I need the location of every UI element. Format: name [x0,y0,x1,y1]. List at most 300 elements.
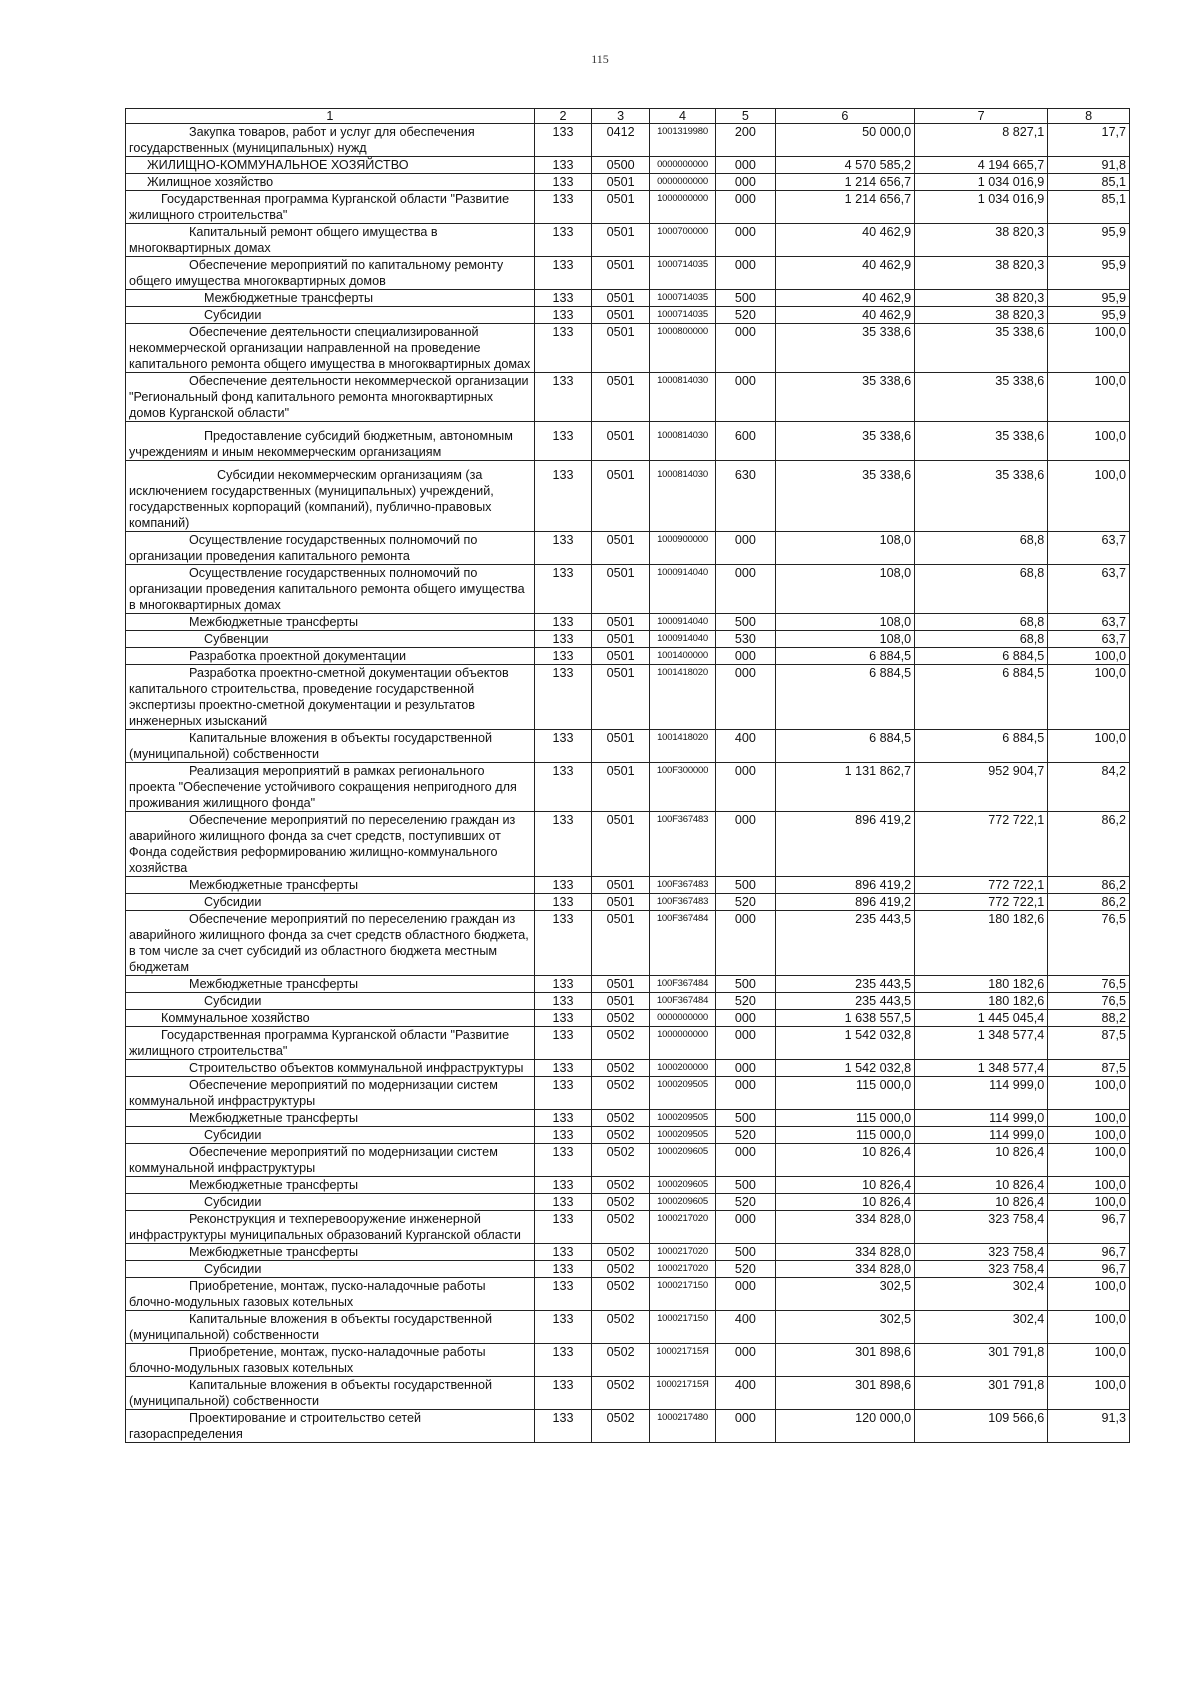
item-name: Межбюджетные трансферты [189,977,359,991]
item-name: Обеспечение деятельности специализированной некоммерческой организации направленной на проведение капитального ремонта общего имущества в многоквартирных домах [129,325,531,371]
table-row [126,877,1130,894]
table-row [126,565,1130,614]
item-name-cell [126,324,535,373]
planned-amount-cell: 40 462,9 [775,224,914,257]
table-row [126,1177,1130,1194]
expense-type-cell: 000 [716,532,776,565]
item-name-cell [126,1144,535,1177]
table-row [126,648,1130,665]
item-name-cell [126,532,535,565]
executed-amount-cell: 35 338,6 [915,373,1048,422]
expense-type-cell: 400 [716,1377,776,1410]
item-name-cell [126,812,535,877]
section-code-cell: 0412 [592,124,650,157]
item-name: Межбюджетные трансферты [189,1245,359,1259]
expense-type-cell: 000 [716,812,776,877]
page-number: 115 [591,52,609,66]
ministry-code-cell: 133 [534,763,592,812]
item-name-cell [126,648,535,665]
table-row [126,174,1130,191]
section-code-cell: 0500 [592,157,650,174]
target-article-cell: 100F367483 [650,877,716,894]
item-name: Обеспечение мероприятий по капитальному ремонту общего имущества многоквартирных домов [129,258,504,288]
ministry-code-cell: 133 [534,1194,592,1211]
table-row [126,1344,1130,1377]
item-name-cell [126,894,535,911]
item-name-cell [126,763,535,812]
item-name: Осуществление государственных полномочий по организации проведения капитального ремонта [129,533,478,563]
ministry-code-cell: 133 [534,1077,592,1110]
target-article-cell: 1000814030 [650,373,716,422]
execution-percent-cell: 86,2 [1048,894,1130,911]
target-article-cell: 1000914040 [650,631,716,648]
ministry-code-cell: 133 [534,224,592,257]
table-row [126,665,1130,730]
expense-type-cell: 520 [716,894,776,911]
item-name-cell [126,1177,535,1194]
expense-type-cell: 000 [716,157,776,174]
target-article-cell: 1001400000 [650,648,716,665]
executed-amount-cell: 323 758,4 [915,1261,1048,1278]
table-row [126,1027,1130,1060]
item-name-cell [126,1194,535,1211]
ministry-code-cell: 133 [534,976,592,993]
planned-amount-cell: 1 542 032,8 [775,1027,914,1060]
item-name-cell [126,290,535,307]
ministry-code-cell: 133 [534,124,592,157]
planned-amount-cell: 108,0 [775,631,914,648]
item-name: Обеспечение мероприятий по модернизации систем коммунальной инфраструктуры [129,1078,498,1108]
planned-amount-cell: 6 884,5 [775,665,914,730]
table-row [126,1060,1130,1077]
item-name-cell [126,1261,535,1278]
expense-type-cell: 520 [716,1261,776,1278]
item-name-cell [126,1127,535,1144]
target-article-cell: 1000814030 [650,422,716,461]
ministry-code-cell: 133 [534,1127,592,1144]
executed-amount-cell: 180 182,6 [915,993,1048,1010]
target-article-cell: 0000000000 [650,1010,716,1027]
section-code-cell: 0502 [592,1278,650,1311]
item-name-cell [126,191,535,224]
expense-type-cell: 000 [716,911,776,976]
ministry-code-cell: 133 [534,1244,592,1261]
executed-amount-cell: 109 566,6 [915,1410,1048,1443]
item-name: Межбюджетные трансферты [204,291,374,305]
executed-amount-cell: 10 826,4 [915,1144,1048,1177]
item-name-cell [126,224,535,257]
item-name-cell [126,1244,535,1261]
table-row [126,1410,1130,1443]
executed-amount-cell: 35 338,6 [915,324,1048,373]
planned-amount-cell: 301 898,6 [775,1344,914,1377]
item-name-cell [126,422,535,461]
execution-percent-cell: 100,0 [1048,1177,1130,1194]
item-name: Государственная программа Курганской области "Развитие жилищного строительства" [129,1028,510,1058]
table-row [126,911,1130,976]
item-name-cell [126,993,535,1010]
item-name: Разработка проектно-сметной документации объектов капитального строительства, проведение государственной экспертизы проектно-сметной документации и результатов инженерных изысканий [129,666,509,728]
executed-amount-cell: 1 348 577,4 [915,1027,1048,1060]
table-row [126,224,1130,257]
table-row [126,1110,1130,1127]
table-row [126,532,1130,565]
execution-percent-cell: 100,0 [1048,1144,1130,1177]
item-name-cell [126,877,535,894]
item-name: ЖИЛИЩНО-КОММУНАЛЬНОЕ ХОЗЯЙСТВО [147,158,409,172]
executed-amount-cell: 114 999,0 [915,1127,1048,1144]
target-article-cell: 1000714035 [650,290,716,307]
planned-amount-cell: 35 338,6 [775,373,914,422]
ministry-code-cell: 133 [534,665,592,730]
target-article-cell: 100F300000 [650,763,716,812]
execution-percent-cell: 100,0 [1048,648,1130,665]
item-name: Проектирование и строительство сетей газораспределения [129,1411,421,1441]
target-article-cell: 1000217020 [650,1211,716,1244]
executed-amount-cell: 38 820,3 [915,307,1048,324]
ministry-code-cell: 133 [534,1010,592,1027]
target-article-cell: 1000217020 [650,1244,716,1261]
section-code-cell: 0502 [592,1127,650,1144]
ministry-code-cell: 133 [534,422,592,461]
header-cell: 1 [126,109,535,124]
planned-amount-cell: 301 898,6 [775,1377,914,1410]
table-row [126,124,1130,157]
executed-amount-cell: 114 999,0 [915,1110,1048,1127]
table-row [126,1211,1130,1244]
executed-amount-cell: 38 820,3 [915,224,1048,257]
item-name: Приобретение, монтаж, пуско-наладочные работы блочно-модульных газовых котельных [129,1279,486,1309]
expense-type-cell: 000 [716,1211,776,1244]
section-code-cell: 0502 [592,1311,650,1344]
target-article-cell: 1000217480 [650,1410,716,1443]
item-name: Субсидии [204,994,262,1008]
section-code-cell: 0501 [592,763,650,812]
planned-amount-cell: 334 828,0 [775,1211,914,1244]
expense-type-cell: 000 [716,1278,776,1311]
executed-amount-cell: 68,8 [915,631,1048,648]
item-name: Субсидии [204,1195,262,1209]
planned-amount-cell: 235 443,5 [775,993,914,1010]
item-name-cell [126,1278,535,1311]
target-article-cell: 0000000000 [650,174,716,191]
item-name-cell [126,631,535,648]
section-code-cell: 0501 [592,631,650,648]
target-article-cell: 1000209505 [650,1077,716,1110]
item-name: Обеспечение мероприятий по переселению граждан из аварийного жилищного фонда за счет средств областного бюджета, в том числе за счет субсидий из областного бюджета местным бюджетам [129,912,529,974]
header-cell: 6 [775,109,914,124]
ministry-code-cell: 133 [534,1311,592,1344]
target-article-cell: 1001418020 [650,730,716,763]
executed-amount-cell: 1 445 045,4 [915,1010,1048,1027]
item-name-cell [126,124,535,157]
expense-type-cell: 630 [716,461,776,532]
target-article-cell: 1000217020 [650,1261,716,1278]
item-name-cell [126,565,535,614]
section-code-cell: 0502 [592,1244,650,1261]
target-article-cell: 1000900000 [650,532,716,565]
execution-percent-cell: 76,5 [1048,911,1130,976]
executed-amount-cell: 772 722,1 [915,894,1048,911]
target-article-cell: 1001418020 [650,665,716,730]
executed-amount-cell: 952 904,7 [915,763,1048,812]
section-code-cell: 0502 [592,1410,650,1443]
executed-amount-cell: 180 182,6 [915,976,1048,993]
item-name: Жилищное хозяйство [147,175,274,189]
expense-type-cell: 000 [716,1410,776,1443]
section-code-cell: 0502 [592,1110,650,1127]
item-name-cell [126,174,535,191]
item-name: Межбюджетные трансферты [189,615,359,629]
expense-type-cell: 500 [716,290,776,307]
execution-percent-cell: 84,2 [1048,763,1130,812]
planned-amount-cell: 120 000,0 [775,1410,914,1443]
item-name: Капитальные вложения в объекты государственной (муниципальной) собственности [129,1378,492,1408]
section-code-cell: 0501 [592,993,650,1010]
expense-type-cell: 000 [716,1077,776,1110]
section-code-cell: 0502 [592,1344,650,1377]
table-row [126,191,1130,224]
executed-amount-cell: 301 791,8 [915,1377,1048,1410]
planned-amount-cell: 40 462,9 [775,307,914,324]
executed-amount-cell: 772 722,1 [915,812,1048,877]
section-code-cell: 0501 [592,307,650,324]
ministry-code-cell: 133 [534,1110,592,1127]
executed-amount-cell: 1 034 016,9 [915,174,1048,191]
planned-amount-cell: 1 214 656,7 [775,174,914,191]
table-row [126,763,1130,812]
target-article-cell: 100021715Я [650,1344,716,1377]
executed-amount-cell: 302,4 [915,1278,1048,1311]
target-article-cell: 100021715Я [650,1377,716,1410]
target-article-cell: 1000914040 [650,565,716,614]
section-code-cell: 0501 [592,257,650,290]
target-article-cell: 100F367484 [650,976,716,993]
ministry-code-cell: 133 [534,1377,592,1410]
item-name-cell [126,1060,535,1077]
executed-amount-cell: 38 820,3 [915,290,1048,307]
expense-type-cell: 400 [716,1311,776,1344]
table-row [126,812,1130,877]
planned-amount-cell: 302,5 [775,1311,914,1344]
execution-percent-cell: 100,0 [1048,1194,1130,1211]
table-row [126,976,1130,993]
execution-percent-cell: 100,0 [1048,1127,1130,1144]
header-cell: 5 [716,109,776,124]
ministry-code-cell: 133 [534,614,592,631]
item-name-cell [126,157,535,174]
table-row [126,1077,1130,1110]
execution-percent-cell: 63,7 [1048,631,1130,648]
table-row [126,157,1130,174]
planned-amount-cell: 302,5 [775,1278,914,1311]
execution-percent-cell: 100,0 [1048,730,1130,763]
planned-amount-cell: 115 000,0 [775,1077,914,1110]
planned-amount-cell: 35 338,6 [775,324,914,373]
item-name-cell [126,1027,535,1060]
target-article-cell: 0000000000 [650,157,716,174]
target-article-cell: 1000800000 [650,324,716,373]
execution-percent-cell: 76,5 [1048,993,1130,1010]
execution-percent-cell: 100,0 [1048,1278,1130,1311]
execution-percent-cell: 95,9 [1048,307,1130,324]
item-name-cell [126,665,535,730]
ministry-code-cell: 133 [534,373,592,422]
executed-amount-cell: 114 999,0 [915,1077,1048,1110]
item-name: Субвенции [204,632,269,646]
table-row [126,1311,1130,1344]
execution-percent-cell: 91,8 [1048,157,1130,174]
item-name: Капитальный ремонт общего имущества в многоквартирных домах [129,225,438,255]
execution-percent-cell: 100,0 [1048,1311,1130,1344]
item-name: Реконструкция и техперевооружение инженерной инфраструктуры муниципальных образований Курганской области [129,1212,521,1242]
header-cell: 3 [592,109,650,124]
target-article-cell: 1000209505 [650,1127,716,1144]
executed-amount-cell: 4 194 665,7 [915,157,1048,174]
ministry-code-cell: 133 [534,191,592,224]
execution-percent-cell: 91,3 [1048,1410,1130,1443]
ministry-code-cell: 133 [534,1027,592,1060]
target-article-cell: 100F367483 [650,812,716,877]
planned-amount-cell: 896 419,2 [775,877,914,894]
item-name: Межбюджетные трансферты [189,1178,359,1192]
ministry-code-cell: 133 [534,911,592,976]
execution-percent-cell: 85,1 [1048,191,1130,224]
execution-percent-cell: 85,1 [1048,174,1130,191]
expense-type-cell: 500 [716,1110,776,1127]
execution-percent-cell: 76,5 [1048,976,1130,993]
executed-amount-cell: 68,8 [915,532,1048,565]
planned-amount-cell: 334 828,0 [775,1244,914,1261]
expense-type-cell: 520 [716,1127,776,1144]
target-article-cell: 1000714035 [650,257,716,290]
execution-percent-cell: 87,5 [1048,1060,1130,1077]
executed-amount-cell: 10 826,4 [915,1194,1048,1211]
table-row [126,422,1130,461]
section-code-cell: 0502 [592,1144,650,1177]
section-code-cell: 0501 [592,648,650,665]
execution-percent-cell: 88,2 [1048,1010,1130,1027]
ministry-code-cell: 133 [534,1177,592,1194]
section-code-cell: 0501 [592,812,650,877]
ministry-code-cell: 133 [534,290,592,307]
expense-type-cell: 520 [716,307,776,324]
item-name-cell [126,1110,535,1127]
table-row [126,1261,1130,1278]
table-row [126,631,1130,648]
item-name-cell [126,1010,535,1027]
planned-amount-cell: 10 826,4 [775,1194,914,1211]
ministry-code-cell: 133 [534,257,592,290]
expense-type-cell: 000 [716,324,776,373]
planned-amount-cell: 896 419,2 [775,812,914,877]
executed-amount-cell: 6 884,5 [915,665,1048,730]
item-name: Разработка проектной документации [189,649,407,663]
execution-percent-cell: 63,7 [1048,614,1130,631]
section-code-cell: 0501 [592,373,650,422]
item-name-cell [126,1344,535,1377]
section-code-cell: 0502 [592,1010,650,1027]
expense-type-cell: 000 [716,224,776,257]
planned-amount-cell: 334 828,0 [775,1261,914,1278]
execution-percent-cell: 63,7 [1048,565,1130,614]
execution-percent-cell: 95,9 [1048,257,1130,290]
item-name: Государственная программа Курганской области "Развитие жилищного строительства" [129,192,510,222]
section-code-cell: 0502 [592,1077,650,1110]
planned-amount-cell: 896 419,2 [775,894,914,911]
table-row [126,614,1130,631]
item-name-cell [126,373,535,422]
executed-amount-cell: 8 827,1 [915,124,1048,157]
item-name: Строительство объектов коммунальной инфраструктуры [189,1061,524,1075]
item-name: Осуществление государственных полномочий по организации проведения капитального ремонта общего имущества в многоквартирных домах [129,566,525,612]
item-name: Закупка товаров, работ и услуг для обеспечения государственных (муниципальных) нужд [129,125,475,155]
item-name: Межбюджетные трансферты [189,1111,359,1125]
section-code-cell: 0501 [592,877,650,894]
section-code-cell: 0502 [592,1211,650,1244]
executed-amount-cell: 6 884,5 [915,648,1048,665]
ministry-code-cell: 133 [534,1410,592,1443]
item-name-cell [126,1377,535,1410]
execution-percent-cell: 63,7 [1048,532,1130,565]
item-name: Субсидии [204,895,262,909]
ministry-code-cell: 133 [534,993,592,1010]
item-name: Приобретение, монтаж, пуско-наладочные работы блочно-модульных газовых котельных [129,1345,486,1375]
target-article-cell: 1000217150 [650,1311,716,1344]
execution-percent-cell: 96,7 [1048,1244,1130,1261]
section-code-cell: 0501 [592,224,650,257]
ministry-code-cell: 133 [534,1144,592,1177]
planned-amount-cell: 108,0 [775,532,914,565]
target-article-cell: 1000200000 [650,1060,716,1077]
expense-type-cell: 500 [716,976,776,993]
planned-amount-cell: 6 884,5 [775,730,914,763]
ministry-code-cell: 133 [534,730,592,763]
executed-amount-cell: 301 791,8 [915,1344,1048,1377]
target-article-cell: 1000217150 [650,1278,716,1311]
execution-percent-cell: 17,7 [1048,124,1130,157]
target-article-cell: 1000714035 [650,307,716,324]
target-article-cell: 100F367484 [650,993,716,1010]
execution-percent-cell: 100,0 [1048,1077,1130,1110]
ministry-code-cell: 133 [534,1344,592,1377]
target-article-cell: 1000914040 [650,614,716,631]
header-cell: 7 [915,109,1048,124]
item-name: Предоставление субсидий бюджетным, автономным учреждениям и иным некоммерческим организациям [129,429,513,459]
planned-amount-cell: 1 131 862,7 [775,763,914,812]
item-name-cell [126,911,535,976]
executed-amount-cell: 68,8 [915,614,1048,631]
section-code-cell: 0502 [592,1261,650,1278]
expense-type-cell: 500 [716,1177,776,1194]
executed-amount-cell: 772 722,1 [915,877,1048,894]
table-row [126,307,1130,324]
header-cell: 4 [650,109,716,124]
executed-amount-cell: 323 758,4 [915,1244,1048,1261]
ministry-code-cell: 133 [534,565,592,614]
section-code-cell: 0501 [592,565,650,614]
table-row [126,894,1130,911]
section-code-cell: 0501 [592,191,650,224]
executed-amount-cell: 6 884,5 [915,730,1048,763]
expense-type-cell: 000 [716,174,776,191]
table-row [126,1010,1130,1027]
header-cell: 2 [534,109,592,124]
item-name-cell [126,1211,535,1244]
ministry-code-cell: 133 [534,812,592,877]
ministry-code-cell: 133 [534,894,592,911]
execution-percent-cell: 86,2 [1048,812,1130,877]
